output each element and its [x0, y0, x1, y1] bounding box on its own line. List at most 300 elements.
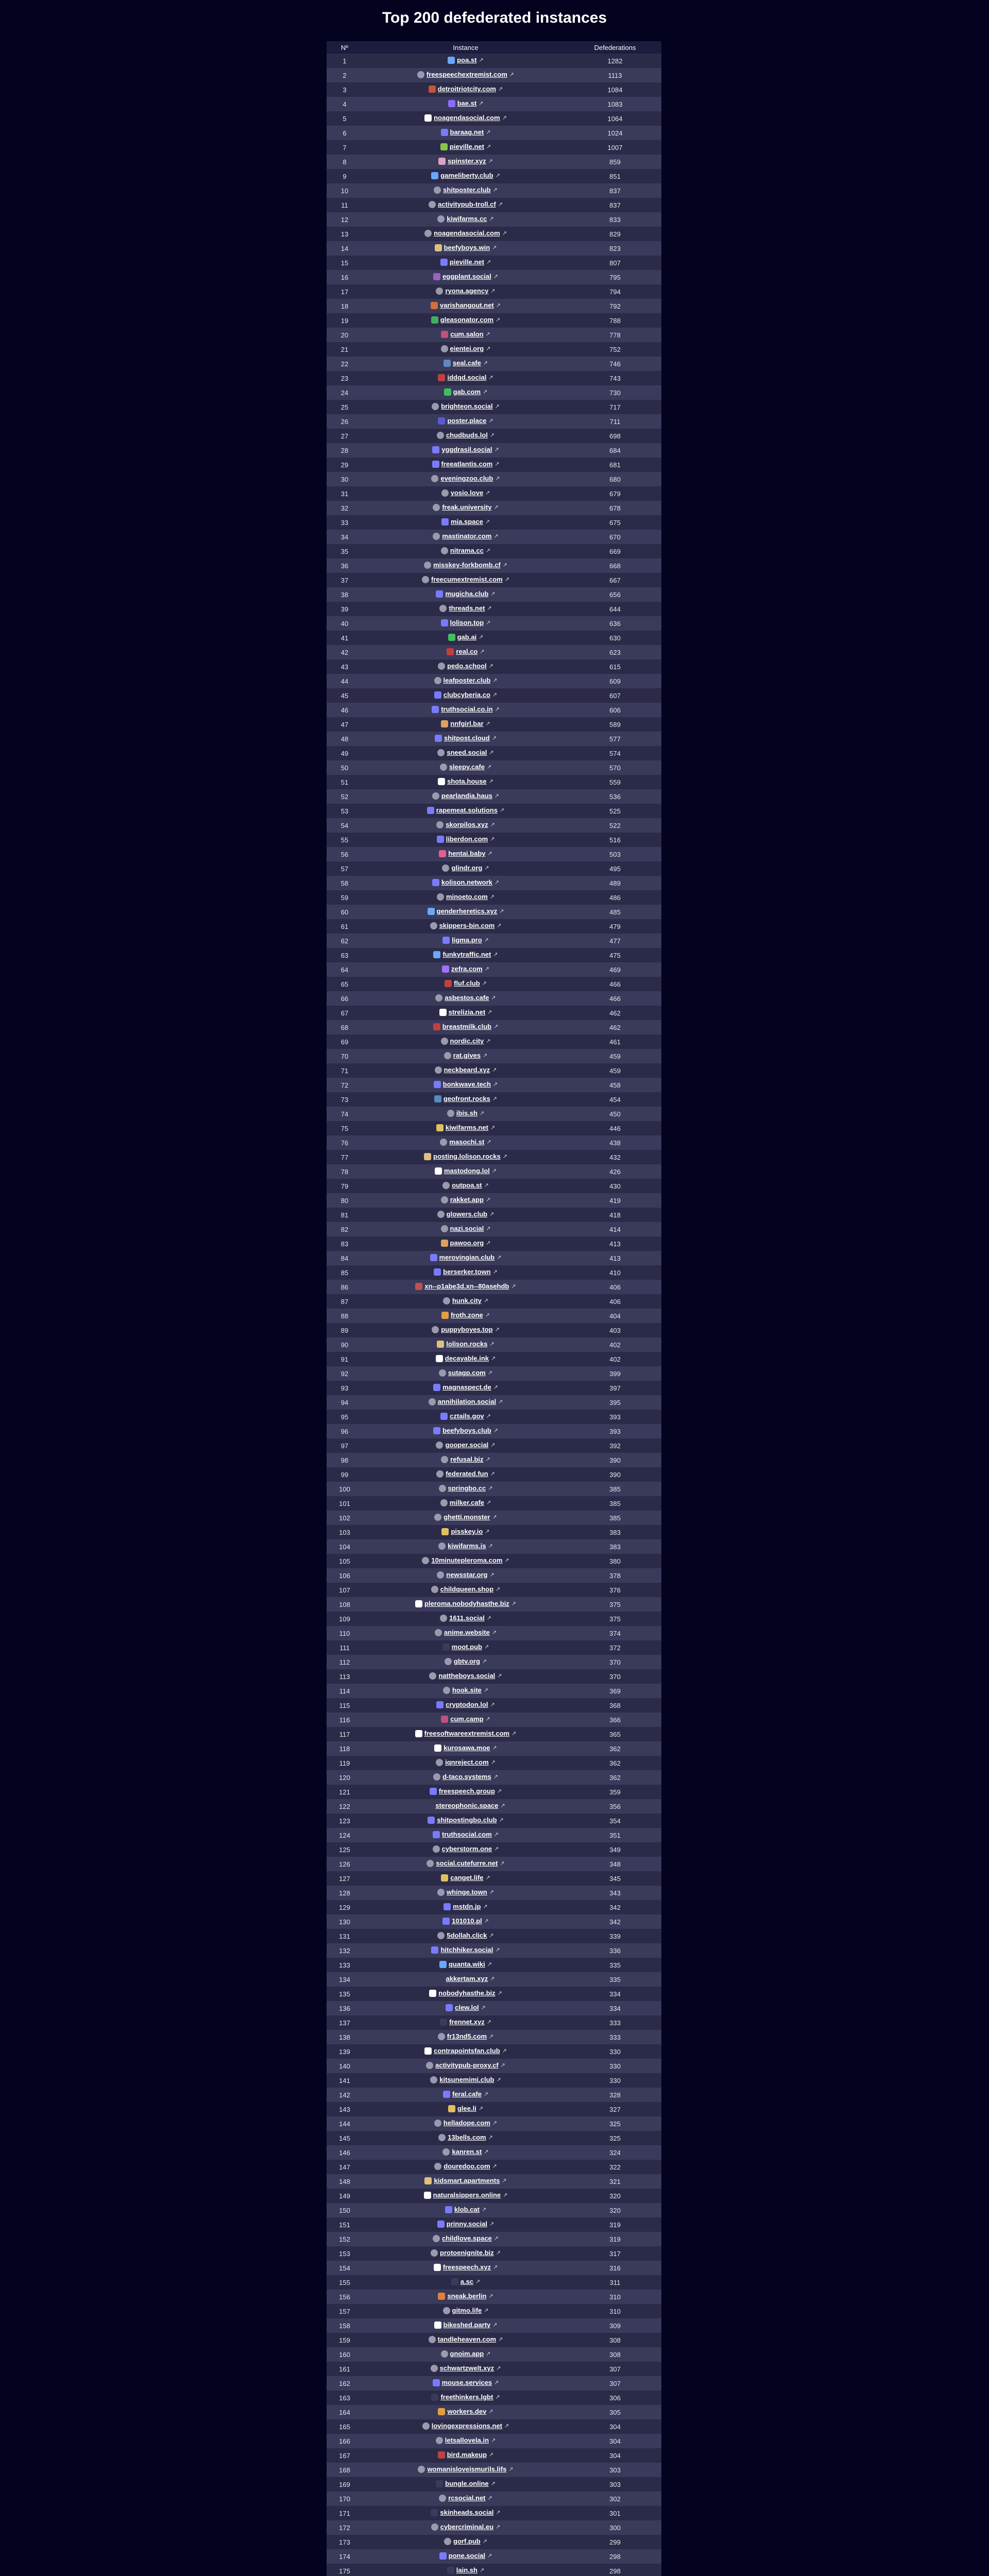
instance-link[interactable]: childqueen.shop	[440, 1585, 494, 1594]
instance-link[interactable]: eientei.org	[450, 345, 484, 353]
instance-link[interactable]: gnoim.app	[450, 2350, 484, 2358]
instance-link[interactable]: nattheboys.social	[438, 1672, 496, 1680]
instance-link[interactable]: 5dollah.click	[447, 1931, 487, 1940]
instance-link[interactable]: activitypub-troll.cf	[438, 200, 496, 209]
instance-link[interactable]: poster.place	[447, 417, 487, 425]
external-link-icon[interactable]: ↗	[483, 1904, 488, 1910]
external-link-icon[interactable]: ↗	[495, 173, 500, 179]
external-link-icon[interactable]: ↗	[493, 1832, 499, 1838]
instance-link[interactable]: bikeshed.party	[443, 2321, 491, 2329]
instance-link[interactable]: quanta.wiki	[448, 1960, 485, 1969]
external-link-icon[interactable]: ↗	[487, 605, 492, 612]
external-link-icon[interactable]: ↗	[490, 1125, 496, 1131]
instance-link[interactable]: childlove.space	[441, 2234, 492, 2243]
instance-link[interactable]: gab.com	[453, 388, 481, 396]
external-link-icon[interactable]: ↗	[489, 1572, 494, 1579]
external-link-icon[interactable]: ↗	[492, 692, 498, 699]
external-link-icon[interactable]: ↗	[487, 1009, 492, 1016]
instance-link[interactable]: freespeech.xyz	[442, 2263, 491, 2272]
instance-link[interactable]: shota.house	[447, 777, 487, 786]
external-link-icon[interactable]: ↗	[485, 721, 490, 727]
external-link-icon[interactable]: ↗	[496, 2510, 501, 2516]
external-link-icon[interactable]: ↗	[493, 504, 499, 511]
instance-link[interactable]: skinheads.social	[440, 2509, 494, 2517]
instance-link[interactable]: clubcyberia.co	[443, 691, 490, 699]
instance-link[interactable]: lain.sh	[456, 2566, 478, 2574]
instance-link[interactable]: truthsocial.co.in	[441, 705, 493, 714]
external-link-icon[interactable]: ↗	[492, 2120, 498, 2127]
external-link-icon[interactable]: ↗	[499, 908, 504, 915]
instance-link[interactable]: iddqd.social	[447, 374, 487, 382]
external-link-icon[interactable]: ↗	[486, 144, 491, 150]
external-link-icon[interactable]: ↗	[488, 2409, 493, 2415]
external-link-icon[interactable]: ↗	[492, 245, 497, 251]
instance-link[interactable]: glindr.org	[451, 864, 483, 872]
external-link-icon[interactable]: ↗	[487, 1370, 493, 1377]
external-link-icon[interactable]: ↗	[511, 1601, 516, 1607]
instance-link[interactable]: truthsocial.com	[441, 1831, 492, 1839]
instance-link[interactable]: hitchhiker.social	[440, 1946, 493, 1954]
instance-link[interactable]: mastodong.lol	[444, 1167, 490, 1175]
instance-link[interactable]: pisskey.io	[451, 1528, 483, 1536]
external-link-icon[interactable]: ↗	[484, 966, 489, 973]
external-link-icon[interactable]: ↗	[486, 1413, 491, 1420]
instance-link[interactable]: nobodyhasthe.biz	[438, 1989, 496, 1997]
instance-link[interactable]: rakket.app	[450, 1196, 484, 1204]
external-link-icon[interactable]: ↗	[487, 2495, 492, 2502]
instance-link[interactable]: freeatlantis.com	[441, 460, 493, 468]
external-link-icon[interactable]: ↗	[490, 836, 495, 843]
instance-link[interactable]: klob.cat	[454, 2206, 480, 2214]
instance-link[interactable]: canget.life	[450, 1874, 484, 1882]
instance-link[interactable]: stereophonic.space	[435, 1802, 499, 1810]
external-link-icon[interactable]: ↗	[483, 1053, 488, 1059]
instance-link[interactable]: bae.st	[457, 99, 477, 108]
instance-link[interactable]: annihilation.social	[437, 1398, 497, 1406]
external-link-icon[interactable]: ↗	[508, 2466, 514, 2473]
instance-link[interactable]: cryptodon.lol	[446, 1701, 488, 1709]
external-link-icon[interactable]: ↗	[493, 1024, 499, 1030]
instance-link[interactable]: pone.social	[448, 2552, 486, 2560]
instance-link[interactable]: minoeto.com	[446, 893, 488, 901]
external-link-icon[interactable]: ↗	[504, 2423, 509, 2430]
external-link-icon[interactable]: ↗	[493, 533, 499, 540]
instance-link[interactable]: ligma.pro	[452, 936, 482, 944]
external-link-icon[interactable]: ↗	[492, 1269, 498, 1276]
instance-link[interactable]: shitposter.club	[443, 186, 491, 194]
instance-link[interactable]: hook.site	[452, 1686, 482, 1694]
instance-link[interactable]: freesoftwareextremist.com	[424, 1730, 510, 1738]
external-link-icon[interactable]: ↗	[485, 331, 490, 338]
instance-link[interactable]: leafposter.club	[443, 676, 491, 685]
external-link-icon[interactable]: ↗	[499, 807, 505, 814]
external-link-icon[interactable]: ↗	[492, 2322, 498, 2329]
instance-link[interactable]: nitrama.cc	[450, 547, 484, 555]
instance-link[interactable]: baraag.net	[450, 128, 484, 137]
external-link-icon[interactable]: ↗	[483, 360, 488, 367]
external-link-icon[interactable]: ↗	[488, 2134, 493, 2141]
instance-link[interactable]: hunk.city	[452, 1297, 482, 1305]
external-link-icon[interactable]: ↗	[494, 793, 500, 800]
instance-link[interactable]: mugicha.club	[445, 590, 489, 598]
external-link-icon[interactable]: ↗	[492, 1096, 498, 1103]
external-link-icon[interactable]: ↗	[488, 418, 493, 425]
external-link-icon[interactable]: ↗	[488, 1543, 493, 1550]
external-link-icon[interactable]: ↗	[485, 1197, 491, 1204]
external-link-icon[interactable]: ↗	[492, 677, 498, 684]
instance-link[interactable]: glowers.club	[446, 1210, 488, 1218]
external-link-icon[interactable]: ↗	[485, 490, 490, 497]
instance-link[interactable]: akkertam.xyz	[446, 1975, 488, 1983]
external-link-icon[interactable]: ↗	[497, 1255, 502, 1261]
instance-link[interactable]: freethinkers.lgbt	[440, 2393, 493, 2401]
external-link-icon[interactable]: ↗	[486, 1226, 491, 1232]
external-link-icon[interactable]: ↗	[486, 1240, 491, 1247]
instance-link[interactable]: nnfgirl.bar	[450, 720, 484, 728]
instance-link[interactable]: rat.gives	[453, 1052, 481, 1060]
instance-link[interactable]: masochi.st	[449, 1138, 485, 1146]
external-link-icon[interactable]: ↗	[491, 1355, 496, 1362]
external-link-icon[interactable]: ↗	[497, 1990, 502, 1997]
external-link-icon[interactable]: ↗	[497, 1788, 502, 1795]
external-link-icon[interactable]: ↗	[496, 317, 501, 324]
instance-link[interactable]: breastmilk.club	[442, 1023, 492, 1031]
instance-link[interactable]: pearlandia.haus	[441, 792, 492, 800]
external-link-icon[interactable]: ↗	[483, 1298, 489, 1304]
instance-link[interactable]: noagendasocial.com	[434, 114, 500, 122]
external-link-icon[interactable]: ↗	[485, 1875, 490, 1882]
instance-link[interactable]: noagendasocial.com	[434, 229, 500, 238]
instance-link[interactable]: outpoa.st	[452, 1181, 482, 1190]
instance-link[interactable]: decayable.ink	[445, 1354, 489, 1363]
instance-link[interactable]: skippers-bin.com	[439, 922, 495, 930]
external-link-icon[interactable]: ↗	[487, 1961, 492, 1968]
external-link-icon[interactable]: ↗	[490, 2481, 496, 2487]
instance-link[interactable]: shitpostingbo.club	[437, 1816, 497, 1824]
instance-link[interactable]: cybercriminal.eu	[440, 2523, 494, 2531]
external-link-icon[interactable]: ↗	[486, 1139, 491, 1146]
instance-link[interactable]: mouse.services	[441, 2379, 492, 2387]
external-link-icon[interactable]: ↗	[500, 2062, 505, 2069]
instance-link[interactable]: gleasonator.com	[440, 316, 494, 324]
instance-link[interactable]: anime.website	[444, 1629, 490, 1637]
external-link-icon[interactable]: ↗	[479, 100, 484, 107]
external-link-icon[interactable]: ↗	[484, 1182, 489, 1189]
external-link-icon[interactable]: ↗	[486, 764, 492, 771]
instance-link[interactable]: sutagp.com	[448, 1369, 486, 1377]
external-link-icon[interactable]: ↗	[485, 1456, 490, 1463]
external-link-icon[interactable]: ↗	[493, 2235, 499, 2242]
external-link-icon[interactable]: ↗	[493, 1774, 498, 1781]
external-link-icon[interactable]: ↗	[495, 476, 500, 482]
instance-link[interactable]: letsallovela.in	[445, 2436, 489, 2445]
instance-link[interactable]: freespeechextremist.com	[426, 71, 507, 79]
instance-link[interactable]: gooper.social	[445, 1441, 489, 1449]
instance-link[interactable]: kanren.st	[452, 2148, 482, 2156]
external-link-icon[interactable]: ↗	[484, 1918, 489, 1925]
external-link-icon[interactable]: ↗	[492, 1745, 497, 1752]
instance-link[interactable]: cum.salon	[450, 330, 484, 338]
instance-link[interactable]: activitypub-proxy.cf	[435, 2061, 499, 2070]
instance-link[interactable]: sneak.berlin	[447, 2292, 487, 2300]
external-link-icon[interactable]: ↗	[490, 1442, 496, 1449]
instance-link[interactable]: springbo.cc	[448, 1484, 486, 1493]
instance-link[interactable]: fr13nd5.com	[447, 2032, 487, 2041]
external-link-icon[interactable]: ↗	[489, 2452, 494, 2459]
instance-link[interactable]: chudbuds.lol	[446, 431, 488, 439]
instance-link[interactable]: froth.zone	[450, 1311, 483, 1319]
external-link-icon[interactable]: ↗	[489, 216, 494, 223]
instance-link[interactable]: social.cutefurre.net	[436, 1859, 498, 1868]
external-link-icon[interactable]: ↗	[494, 461, 500, 468]
external-link-icon[interactable]: ↗	[500, 1803, 505, 1809]
instance-link[interactable]: berserker.town	[443, 1268, 491, 1276]
external-link-icon[interactable]: ↗	[502, 1154, 507, 1160]
instance-link[interactable]: shitpost.cloud	[444, 734, 490, 742]
external-link-icon[interactable]: ↗	[494, 1846, 499, 1853]
instance-link[interactable]: yggdrasil.social	[441, 446, 492, 454]
external-link-icon[interactable]: ↗	[483, 389, 488, 396]
external-link-icon[interactable]: ↗	[497, 1673, 502, 1680]
instance-link[interactable]: kiwifarms.net	[445, 1124, 488, 1132]
external-link-icon[interactable]: ↗	[496, 2250, 501, 2257]
external-link-icon[interactable]: ↗	[494, 403, 500, 410]
instance-link[interactable]: posting.lolison.rocks	[433, 1153, 501, 1161]
instance-link[interactable]: funkytraffic.net	[442, 951, 491, 959]
external-link-icon[interactable]: ↗	[488, 375, 493, 381]
instance-link[interactable]: whinge.town	[447, 1888, 487, 1896]
instance-link[interactable]: geofront.rocks	[443, 1095, 490, 1103]
external-link-icon[interactable]: ↗	[491, 735, 497, 742]
instance-link[interactable]: cum.camp	[450, 1715, 484, 1723]
external-link-icon[interactable]: ↗	[488, 1485, 493, 1492]
external-link-icon[interactable]: ↗	[486, 1500, 491, 1506]
external-link-icon[interactable]: ↗	[496, 302, 501, 309]
instance-link[interactable]: ghetti.monster	[444, 1513, 490, 1521]
instance-link[interactable]: newsstar.org	[446, 1571, 488, 1579]
instance-link[interactable]: yosio.love	[450, 489, 484, 497]
external-link-icon[interactable]: ↗	[489, 1211, 494, 1218]
instance-link[interactable]: refusal.biz	[450, 1455, 484, 1464]
external-link-icon[interactable]: ↗	[496, 1586, 501, 1593]
external-link-icon[interactable]: ↗	[503, 2192, 508, 2199]
external-link-icon[interactable]: ↗	[496, 2365, 501, 2372]
instance-link[interactable]: sneed.social	[447, 749, 487, 757]
external-link-icon[interactable]: ↗	[485, 1529, 490, 1535]
instance-link[interactable]: clew.lol	[455, 2004, 479, 2012]
external-link-icon[interactable]: ↗	[491, 1630, 497, 1636]
instance-link[interactable]: lolison.top	[450, 619, 484, 627]
external-link-icon[interactable]: ↗	[502, 2048, 507, 2055]
instance-link[interactable]: 10minutepleroma.com	[431, 1556, 503, 1565]
instance-link[interactable]: feral.cafe	[452, 2090, 482, 2098]
external-link-icon[interactable]: ↗	[492, 1067, 497, 1074]
external-link-icon[interactable]: ↗	[486, 259, 491, 266]
external-link-icon[interactable]: ↗	[492, 2163, 497, 2170]
instance-link[interactable]: cyberstorm.one	[441, 1845, 492, 1853]
external-link-icon[interactable]: ↗	[490, 1759, 496, 1766]
instance-link[interactable]: iqnreject.com	[445, 1758, 489, 1767]
external-link-icon[interactable]: ↗	[484, 865, 489, 872]
instance-link[interactable]: ibis.sh	[456, 1109, 478, 1117]
external-link-icon[interactable]: ↗	[486, 2351, 491, 2358]
instance-link[interactable]: pawoo.org	[450, 1239, 484, 1247]
instance-link[interactable]: neckbeard.xyz	[444, 1066, 490, 1074]
external-link-icon[interactable]: ↗	[482, 2538, 487, 2545]
external-link-icon[interactable]: ↗	[496, 2524, 501, 2531]
external-link-icon[interactable]: ↗	[488, 158, 493, 165]
instance-link[interactable]: xn--p1abe3d.xn--80asehdb	[424, 1282, 509, 1291]
instance-link[interactable]: beefyboys.win	[444, 244, 490, 252]
external-link-icon[interactable]: ↗	[489, 750, 494, 756]
instance-link[interactable]: freespeech.group	[438, 1787, 495, 1795]
external-link-icon[interactable]: ↗	[486, 1615, 491, 1622]
instance-link[interactable]: poa.st	[457, 56, 477, 64]
external-link-icon[interactable]: ↗	[481, 2005, 486, 2011]
instance-link[interactable]: a.sc	[460, 2278, 474, 2286]
external-link-icon[interactable]: ↗	[486, 2019, 491, 2026]
instance-link[interactable]: beefyboys.club	[442, 1427, 491, 1435]
instance-link[interactable]: tandleheaven.com	[437, 2335, 497, 2344]
external-link-icon[interactable]: ↗	[511, 1283, 516, 1290]
instance-link[interactable]: kidsmart.apartments	[434, 2177, 500, 2185]
external-link-icon[interactable]: ↗	[491, 2437, 496, 2444]
external-link-icon[interactable]: ↗	[494, 1327, 500, 1333]
instance-link[interactable]: d-taco.systems	[442, 1773, 491, 1781]
external-link-icon[interactable]: ↗	[489, 894, 495, 901]
external-link-icon[interactable]: ↗	[493, 1384, 498, 1391]
instance-link[interactable]: pieville.net	[449, 143, 484, 151]
external-link-icon[interactable]: ↗	[484, 2308, 489, 2314]
external-link-icon[interactable]: ↗	[488, 2293, 493, 2300]
external-link-icon[interactable]: ↗	[489, 2033, 494, 2040]
external-link-icon[interactable]: ↗	[475, 2279, 481, 2285]
instance-link[interactable]: zefra.com	[451, 965, 483, 973]
external-link-icon[interactable]: ↗	[497, 923, 502, 929]
instance-link[interactable]: pedo.school	[447, 662, 487, 670]
external-link-icon[interactable]: ↗	[485, 1312, 490, 1319]
external-link-icon[interactable]: ↗	[492, 187, 498, 194]
instance-link[interactable]: kolison.network	[441, 878, 492, 887]
external-link-icon[interactable]: ↗	[498, 201, 503, 208]
external-link-icon[interactable]: ↗	[490, 1702, 495, 1708]
instance-link[interactable]: asbestos.cafe	[445, 994, 489, 1002]
instance-link[interactable]: mia.space	[450, 518, 483, 526]
external-link-icon[interactable]: ↗	[490, 1471, 495, 1478]
instance-link[interactable]: 13bells.com	[448, 2133, 486, 2142]
instance-link[interactable]: varishangout.net	[440, 301, 494, 310]
external-link-icon[interactable]: ↗	[502, 562, 507, 569]
instance-link[interactable]: 101010.pl	[452, 1917, 482, 1925]
instance-link[interactable]: gitmo.life	[452, 2307, 482, 2315]
external-link-icon[interactable]: ↗	[491, 1168, 497, 1175]
instance-link[interactable]: naturalsippers.online	[433, 2191, 501, 2199]
instance-link[interactable]: kiwifarms.cc	[447, 215, 487, 223]
external-link-icon[interactable]: ↗	[490, 1976, 495, 1982]
external-link-icon[interactable]: ↗	[478, 2106, 484, 2112]
instance-link[interactable]: milker.cafe	[449, 1499, 484, 1507]
instance-link[interactable]: brighteon.social	[441, 402, 493, 411]
instance-link[interactable]: gab.ai	[457, 633, 477, 641]
external-link-icon[interactable]: ↗	[502, 115, 507, 122]
external-link-icon[interactable]: ↗	[488, 778, 493, 785]
instance-link[interactable]: mstdn.jp	[453, 1903, 481, 1911]
instance-link[interactable]: sleepy.cafe	[449, 763, 485, 771]
external-link-icon[interactable]: ↗	[495, 1947, 500, 1954]
instance-link[interactable]: pieville.net	[449, 258, 484, 266]
instance-link[interactable]: kurosawa.moe	[444, 1744, 490, 1752]
instance-link[interactable]: magnaspect.de	[442, 1383, 491, 1392]
external-link-icon[interactable]: ↗	[511, 1731, 517, 1737]
external-link-icon[interactable]: ↗	[493, 2264, 498, 2271]
external-link-icon[interactable]: ↗	[479, 57, 484, 64]
instance-link[interactable]: schwartzwelt.xyz	[439, 2364, 494, 2372]
external-link-icon[interactable]: ↗	[483, 1687, 489, 1694]
instance-link[interactable]: merovingian.club	[439, 1253, 495, 1262]
instance-link[interactable]: rapemeat.solutions	[436, 806, 498, 815]
instance-link[interactable]: gorf.pub	[453, 2537, 481, 2546]
instance-link[interactable]: gameliberty.club	[440, 172, 493, 180]
external-link-icon[interactable]: ↗	[486, 129, 491, 136]
external-link-icon[interactable]: ↗	[490, 288, 496, 295]
instance-link[interactable]: freak.university	[442, 503, 492, 512]
instance-link[interactable]: eveningzoo.club	[440, 474, 493, 483]
external-link-icon[interactable]: ↗	[487, 2553, 492, 2560]
instance-link[interactable]: womanisloveismurils.lifs	[427, 2465, 507, 2473]
external-link-icon[interactable]: ↗	[491, 995, 496, 1002]
instance-link[interactable]: glee.li	[457, 2105, 476, 2113]
external-link-icon[interactable]: ↗	[489, 432, 495, 439]
external-link-icon[interactable]: ↗	[485, 548, 491, 554]
external-link-icon[interactable]: ↗	[489, 1933, 494, 1939]
external-link-icon[interactable]: ↗	[493, 952, 498, 958]
instance-link[interactable]: pleroma.nobodyhasthe.biz	[424, 1600, 509, 1608]
instance-link[interactable]: kiwifarms.is	[448, 1542, 486, 1550]
external-link-icon[interactable]: ↗	[484, 937, 489, 944]
external-link-icon[interactable]: ↗	[479, 2567, 485, 2574]
instance-link[interactable]: moot.pub	[451, 1643, 482, 1651]
external-link-icon[interactable]: ↗	[482, 980, 487, 987]
instance-link[interactable]: cztails.gov	[450, 1412, 484, 1420]
external-link-icon[interactable]: ↗	[490, 822, 495, 828]
external-link-icon[interactable]: ↗	[504, 1557, 509, 1564]
external-link-icon[interactable]: ↗	[492, 1514, 497, 1521]
external-link-icon[interactable]: ↗	[498, 1399, 503, 1405]
external-link-icon[interactable]: ↗	[485, 1716, 490, 1723]
external-link-icon[interactable]: ↗	[498, 86, 503, 93]
external-link-icon[interactable]: ↗	[479, 634, 484, 641]
external-link-icon[interactable]: ↗	[481, 2207, 487, 2213]
external-link-icon[interactable]: ↗	[486, 620, 491, 626]
instance-link[interactable]: lolison.rocks	[446, 1340, 488, 1348]
external-link-icon[interactable]: ↗	[492, 1081, 498, 1088]
external-link-icon[interactable]: ↗	[488, 663, 493, 670]
instance-link[interactable]: genderheretics.xyz	[436, 907, 498, 916]
instance-link[interactable]: frennet.xyz	[449, 2018, 485, 2026]
instance-link[interactable]: workers.dev	[447, 2408, 487, 2416]
external-link-icon[interactable]: ↗	[489, 1341, 494, 1348]
external-link-icon[interactable]: ↗	[494, 2380, 499, 2386]
external-link-icon[interactable]: ↗	[494, 879, 500, 886]
external-link-icon[interactable]: ↗	[494, 706, 500, 713]
instance-link[interactable]: contrapointsfan.club	[434, 2047, 500, 2055]
instance-link[interactable]: douredoo.com	[444, 2162, 490, 2171]
external-link-icon[interactable]: ↗	[487, 851, 492, 857]
external-link-icon[interactable]: ↗	[479, 1110, 485, 1117]
instance-link[interactable]: spinster.xyz	[448, 157, 486, 165]
instance-link[interactable]: threads.net	[449, 604, 485, 613]
instance-link[interactable]: helladope.com	[443, 2119, 490, 2127]
